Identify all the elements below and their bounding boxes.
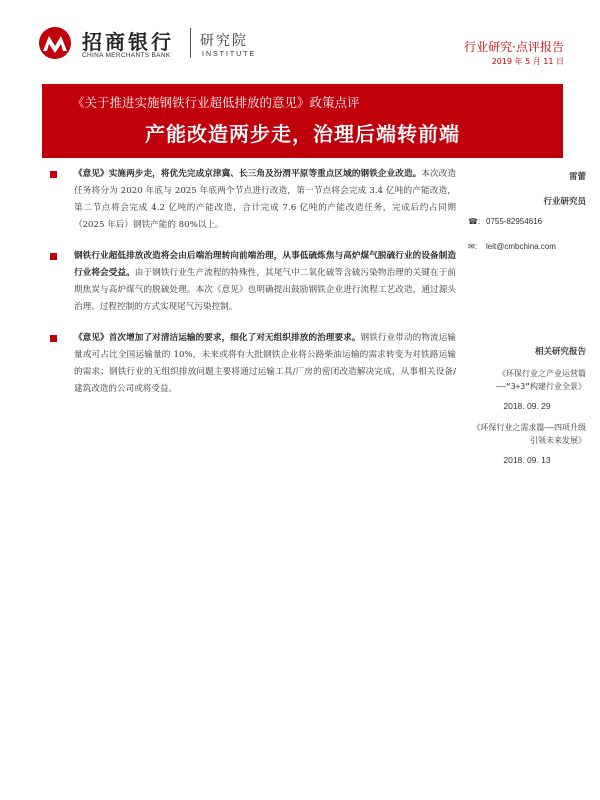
mail-icon: ✉: (468, 242, 477, 251)
brand-name: 招商银行 (82, 30, 174, 54)
key-point-body: 由于钢铁行业生产流程的特殊性，其尾气中二氧化硫等含硫污染物治理的关键在于前期焦炭与高炉煤气的脱硫处理。本次《意见》也明确提出鼓励钢铁企业进行流程工艺改造，通过源头治理、过程控制的方式实现尾气污染控制。 (74, 268, 456, 312)
key-point-lead: 《意见》实施两步走，将优先完成京津冀、长三角及汾渭平原等重点区域的钢铁企业改造。 (74, 169, 422, 179)
related-report-title[interactable]: 《环保行业之需求篇——四项升级引领未来发展》 (472, 423, 586, 445)
key-point-lead: 《意见》首次增加了对清洁运输的要求，细化了对无组织排放的治理要求。 (74, 333, 361, 343)
related-report-date: 2018. 09. 29 (503, 401, 551, 411)
report-header (0, 0, 600, 80)
phone-contact (468, 217, 586, 226)
related-reports-title: 相关研究报告 (534, 347, 586, 357)
banner-subtitle: 《关于推进实施钢铁行业超低排放的意见》政策点评 (72, 95, 360, 110)
institute-name: 研究院 (200, 33, 248, 49)
email-contact (468, 242, 586, 251)
sidebar (468, 166, 586, 465)
banner-title: 产能改造两步走，治理后端转前端 (145, 122, 460, 146)
related-report-date: 2018. 09. 13 (503, 455, 551, 465)
square-bullet-icon (50, 335, 57, 342)
email-address[interactable]: leit@cmbchina.com (486, 242, 556, 251)
key-point (48, 248, 456, 316)
related-report-title[interactable]: 《环保行业之产业运营篇——“3+3”构建行业全景》 (496, 369, 586, 391)
analyst-role: 行业研究员 (543, 197, 586, 207)
key-point (48, 166, 456, 234)
square-bullet-icon (50, 171, 57, 178)
header-divider (190, 28, 191, 58)
report-date: 2019 年 5 月 11 日 (491, 57, 564, 66)
institute-name-en: INSTITUTE (202, 51, 257, 58)
key-point-body: 本次改造任务将分为 2020 年底与 2025 年底两个节点进行改造，第一节点将会完成 3.4 亿吨的产能改造，第二节点将会完成 4.2 亿吨的产能改造，合计完成 7.6 亿吨的产能改造任务，完成后约占同期（2025 年后）钢铁产能的 80%以上。 (74, 169, 456, 230)
square-bullet-icon (50, 253, 57, 260)
analyst-name: 雷蕾 (568, 172, 586, 182)
brand-name-en: CHINA MERCHANTS BANK (82, 52, 171, 59)
main-content (48, 166, 456, 412)
title-banner (42, 84, 563, 158)
phone-icon: ☎: (468, 217, 481, 226)
report-type: 行业研究·点评报告 (464, 40, 564, 54)
phone-number: 0755-82954616 (486, 217, 543, 226)
key-point-body: 钢铁行业带动的物流运输量或可占比全国运输量的 10%，未来或将有大批钢铁企业将公路柴油运输的需求转变为对铁路运输的需求；钢铁行业的无组织排放问题主要将通过运输工具/厂房的密闭改造解决完成，从事相关设备/建筑改造的公司或将受益。 (74, 333, 456, 394)
key-point-lead: 钢铁行业超低排放改造将会由后端治理转向前端治理，从事低硫炼焦与高炉煤气脱硫行业的设备制造行业将会受益。 (74, 251, 456, 278)
key-point (48, 330, 456, 398)
cmb-logo-icon (36, 26, 74, 60)
